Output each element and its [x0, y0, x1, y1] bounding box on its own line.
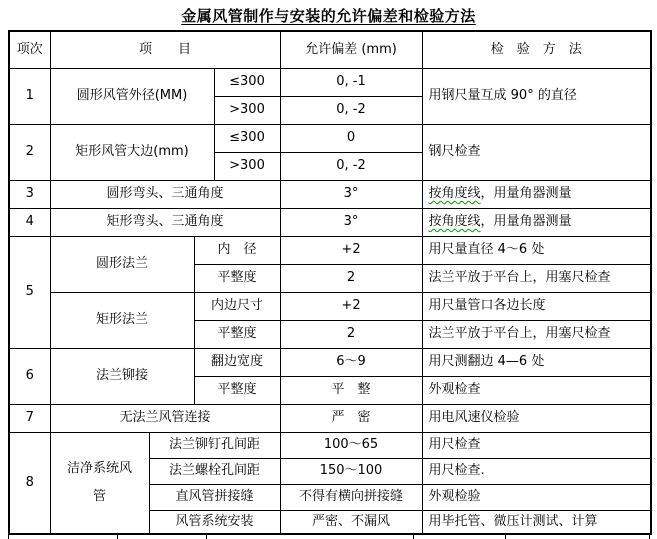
document-title: 金属风管制作与安装的允许偏差和检验方法 — [181, 7, 476, 25]
table-continuation-stub — [413, 533, 414, 539]
row4-name: 矩形弯头、三通角度 — [50, 208, 280, 236]
row7-no: 7 — [9, 404, 50, 432]
row8-sub2: 法兰螺栓孔间距 — [149, 458, 280, 484]
table-row — [9, 292, 651, 320]
row2-name: 矩形风管大边(mm) — [50, 124, 214, 180]
row8-dev4: 严密、不漏风 — [280, 510, 422, 534]
row8-sub1: 法兰铆钉孔间距 — [149, 432, 280, 458]
row7-dev: 严 密 — [280, 404, 422, 432]
table-continuation-stub — [117, 533, 118, 539]
row5-group2-method1: 用尺量管口各边长度 — [422, 292, 651, 320]
header-method: 检 验 方 法 — [422, 31, 651, 68]
table-row — [9, 68, 651, 96]
row1-sub1: ≤300 — [214, 68, 280, 96]
table-row — [9, 180, 651, 208]
row6-sub2: 平整度 — [194, 376, 280, 404]
header-item-no: 项次 — [9, 31, 50, 68]
row6-method2: 外观检查 — [422, 376, 651, 404]
row8-sub3: 直风管拼接缝 — [149, 484, 280, 510]
header-item: 项 目 — [50, 31, 280, 68]
row4-dev: 3° — [280, 208, 422, 236]
row1-name: 圆形风管外径(MM) — [50, 68, 214, 124]
table-continuation-stub — [649, 533, 650, 539]
table-continuation-stub — [8, 533, 9, 539]
row5-group1-method1: 用尺量直径 4～6 处 — [422, 236, 651, 264]
row5-group1-sub2: 平整度 — [194, 264, 280, 292]
row2-dev1: 0 — [280, 124, 422, 152]
row5-group2-sub2: 平整度 — [194, 320, 280, 348]
row6-method1: 用尺测翻边 4—6 处 — [422, 348, 651, 376]
grammar-marked-text: 按角度线 — [428, 185, 481, 201]
method-text: ，用量角器测量 — [480, 185, 572, 201]
row3-name: 圆形弯头、三通角度 — [50, 180, 280, 208]
table-continuation-stub — [206, 533, 207, 539]
row8-dev1: 100～65 — [280, 432, 422, 458]
row6-sub1: 翻边宽度 — [194, 348, 280, 376]
row8-no: 8 — [9, 432, 50, 534]
row2-sub2: >300 — [214, 152, 280, 180]
row8-method3: 外观检验 — [422, 484, 651, 510]
row7-method: 用电风速仪检验 — [422, 404, 651, 432]
row1-method: 用钢尺量互成 90° 的直径 — [422, 68, 651, 124]
row1-sub2: >300 — [214, 96, 280, 124]
row2-method: 钢尺检查 — [422, 124, 651, 180]
method-text: ，用量角器测量 — [480, 213, 572, 229]
row2-sub1: ≤300 — [214, 124, 280, 152]
row1-no: 1 — [9, 68, 50, 124]
row8-name — [50, 432, 149, 534]
row7-name: 无法兰风管连接 — [50, 404, 280, 432]
table-row — [9, 432, 651, 458]
row5-group1-name: 圆形法兰 — [50, 236, 194, 292]
row5-group2-method2: 法兰平放于平台上，用塞尺检查 — [422, 320, 651, 348]
table-row — [9, 124, 651, 152]
row8-dev3: 不得有横向拼接缝 — [280, 484, 422, 510]
row6-no: 6 — [9, 348, 50, 404]
row3-dev: 3° — [280, 180, 422, 208]
header-deviation: 允许偏差 (mm) — [280, 31, 422, 68]
row5-group1-method2: 法兰平放于平台上，用塞尺检查 — [422, 264, 651, 292]
row8-name-text: 洁净系统风管 — [66, 460, 132, 504]
row3-no: 3 — [9, 180, 50, 208]
row2-dev2: 0, -2 — [280, 152, 422, 180]
row5-group1-dev2: 2 — [280, 264, 422, 292]
table-row — [9, 404, 651, 432]
tolerance-table — [8, 30, 652, 535]
row5-group1-sub1: 内 径 — [194, 236, 280, 264]
row8-sub4: 风管系统安装 — [149, 510, 280, 534]
header-row — [9, 31, 651, 68]
row1-dev2: 0, -2 — [280, 96, 422, 124]
row5-group2-sub1: 内边尺寸 — [194, 292, 280, 320]
table-continuation-stub — [505, 533, 506, 539]
row6-dev1: 6～9 — [280, 348, 422, 376]
row5-no: 5 — [9, 236, 50, 348]
row5-group1-dev1: +2 — [280, 236, 422, 264]
table-row — [9, 208, 651, 236]
row8-method4: 用毕托管、微压计测试、计算 — [422, 510, 651, 534]
row5-group2-dev1: +2 — [280, 292, 422, 320]
grammar-marked-text: 按角度线 — [428, 213, 481, 229]
table-row — [9, 348, 651, 376]
row1-dev1: 0, -1 — [280, 68, 422, 96]
row5-group2-name: 矩形法兰 — [50, 292, 194, 348]
row8-dev2: 150～100 — [280, 458, 422, 484]
row4-method — [422, 208, 651, 236]
row6-name: 法兰铆接 — [50, 348, 194, 404]
row4-no: 4 — [9, 208, 50, 236]
row5-group2-dev2: 2 — [280, 320, 422, 348]
row6-dev2: 平 整 — [280, 376, 422, 404]
row2-no: 2 — [9, 124, 50, 180]
row8-method2: 用尺检查. — [422, 458, 651, 484]
row3-method — [422, 180, 651, 208]
row8-method1: 用尺检查 — [422, 432, 651, 458]
table-row — [9, 236, 651, 264]
